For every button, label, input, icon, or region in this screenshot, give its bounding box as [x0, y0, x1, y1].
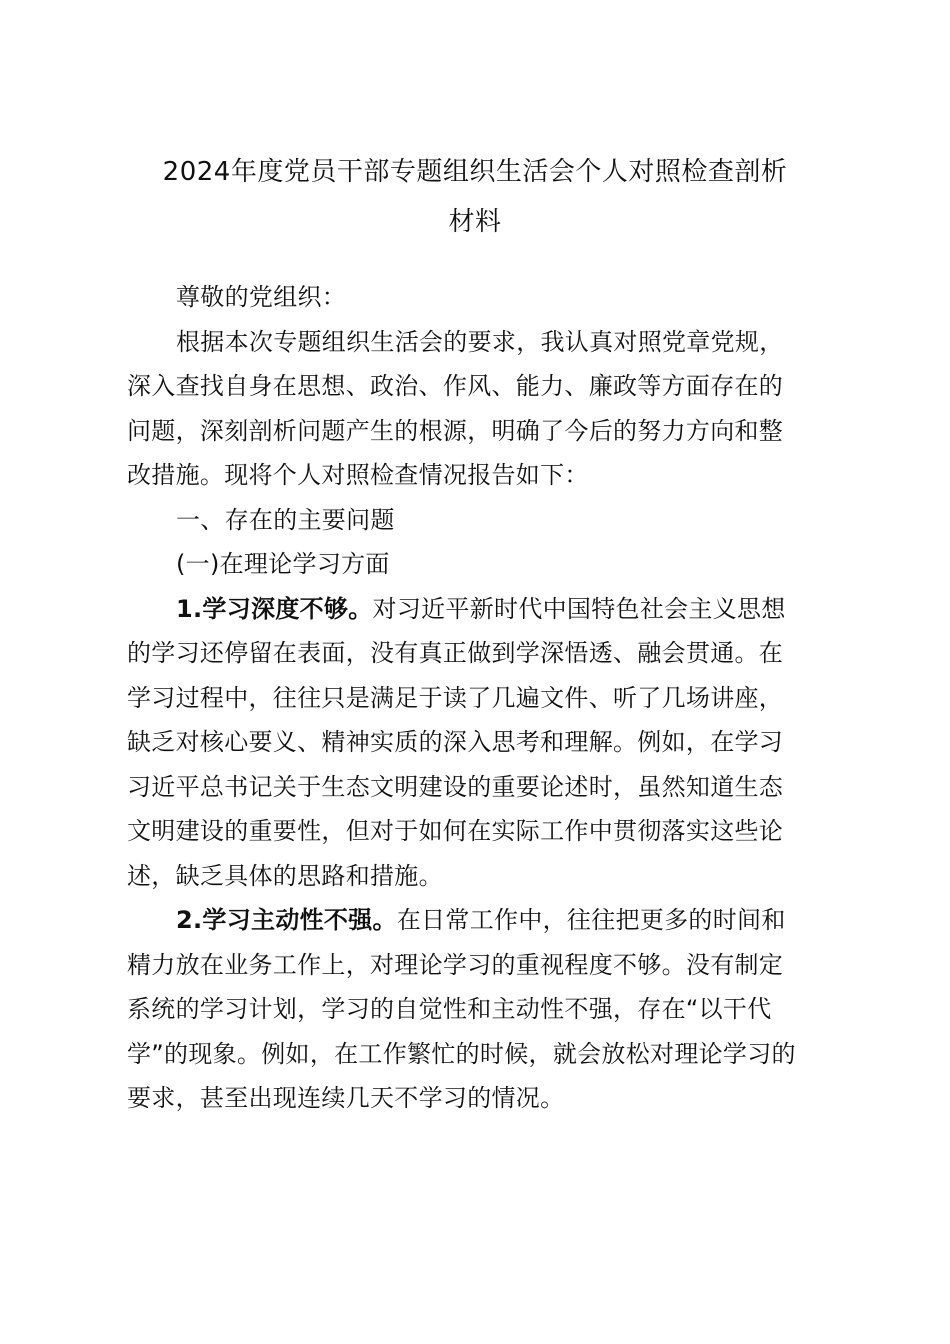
point-1-label: 1.学习深度不够。 — [176, 595, 373, 623]
point-2-label: 2.学习主动性不强。 — [176, 906, 397, 934]
document-title-line-1: 2024年度党员干部专题组织生活会个人对照检查剖析 — [162, 157, 788, 187]
point-1-line-6: 文明建设的重要性，但对于如何在实际工作中贯彻落实这些论 — [127, 817, 784, 845]
point-1-line-5: 习近平总书记关于生态文明建设的重要论述时，虽然知道生态 — [127, 773, 784, 801]
intro-line-3: 问题，深刻剖析问题产生的根源，明确了今后的努力方向和整 — [127, 417, 784, 445]
point-1-line-7: 述，缺乏具体的思路和措施。 — [127, 862, 443, 890]
point-2-text: 在日常工作中，往往把更多的时间和 — [396, 906, 786, 934]
intro-line-1: 根据本次专题组织生活会的要求，我认真对照党章党规， — [176, 328, 784, 356]
section-heading: 一、存在的主要问题 — [176, 506, 395, 534]
salutation: 尊敬的党组织： — [176, 283, 347, 311]
point-2-line-2: 精力放在业务工作上，对理论学习的重视程度不够。没有制定 — [127, 951, 784, 979]
document-title-line-2: 材料 — [448, 207, 502, 237]
subsection-heading: (一)在理论学习方面 — [176, 550, 390, 578]
point-2-line-5: 要求，甚至出现连续几天不学习的情况。 — [127, 1084, 565, 1112]
point-1-line-4: 缺乏对核心要义、精神实质的深入思考和理解。例如，在学习 — [127, 728, 784, 756]
intro-line-2: 深入查找自身在思想、政治、作风、能力、廉政等方面存在的 — [127, 372, 784, 400]
point-1-line-2: 的学习还停留在表面，没有真正做到学深悟透、融会贯通。在 — [127, 639, 784, 667]
point-1-line-3: 学习过程中，往往只是满足于读了几遍文件、听了几场讲座， — [127, 684, 784, 712]
intro-line-4: 改措施。现将个人对照检查情况报告如下： — [127, 461, 589, 489]
point-2-first-line — [176, 905, 786, 935]
point-1-first-line — [176, 594, 786, 624]
point-2-line-4: 学”的现象。例如，在工作繁忙的时候，就会放松对理论学习的 — [127, 1040, 796, 1068]
point-1-text: 对习近平新时代中国特色社会主义思想 — [372, 595, 786, 623]
point-2-line-3: 系统的学习计划，学习的自觉性和主动性不强，存在“以干代 — [127, 995, 772, 1023]
